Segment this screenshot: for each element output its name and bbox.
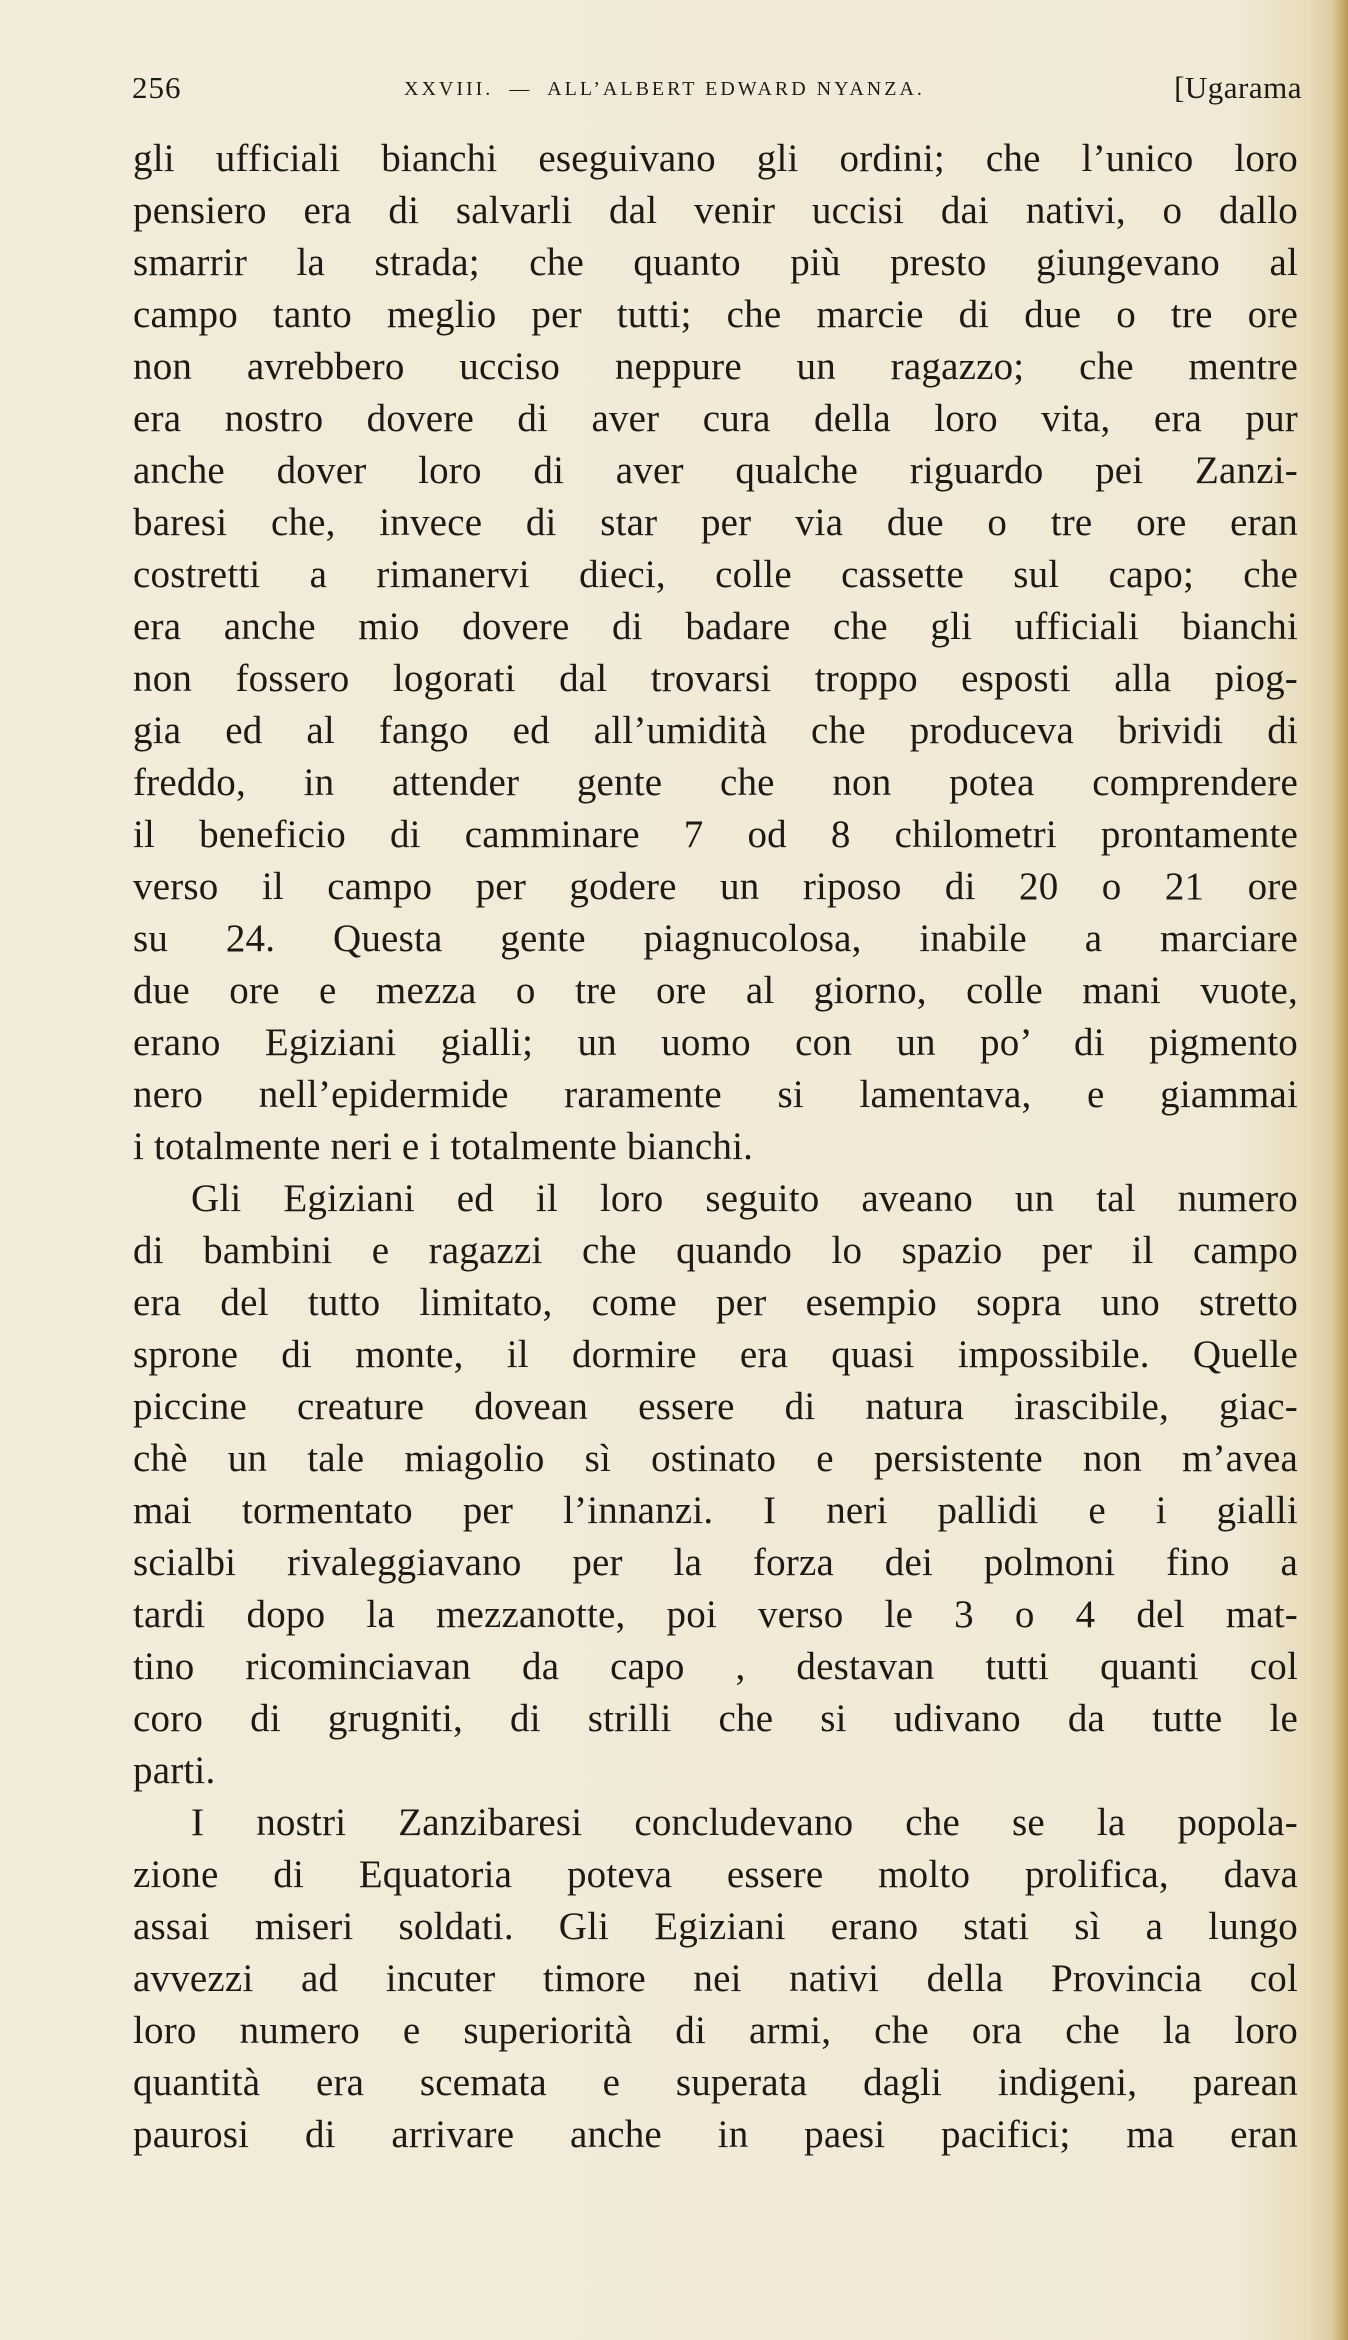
- text-line: di bambini e ragazzi che quando lo spazio per il campo: [133, 1229, 1298, 1272]
- text-line: campo tanto meglio per tutti; che marcie di due o tre ore: [133, 293, 1298, 336]
- text-line: zione di Equatoria poteva essere molto prolifica, dava: [133, 1853, 1298, 1896]
- text-line: anche dover loro di aver qualche riguardo pei Zanzi-: [133, 449, 1298, 492]
- text-line: loro numero e superiorità di armi, che ora che la loro: [133, 2009, 1298, 2052]
- text-line: pensiero era di salvarli dal venir uccisi dai nativi, o dallo: [133, 189, 1298, 232]
- text-line: non avrebbero ucciso neppure un ragazzo; che mentre: [133, 345, 1298, 388]
- text-line: non fossero logorati dal trovarsi troppo esposti alla piog-: [133, 657, 1298, 700]
- text-line: chè un tale miagolio sì ostinato e persistente non m’avea: [133, 1437, 1298, 1480]
- text-line: gli ufficiali bianchi eseguivano gli ordini; che l’unico loro: [133, 137, 1298, 180]
- section-marker: [Ugarama: [1174, 70, 1302, 105]
- text-line: quantità era scemata e superata dagli indigeni, parean: [133, 2061, 1298, 2104]
- text-line: su 24. Questa gente piagnucolosa, inabile a marciare: [133, 917, 1298, 960]
- text-line: gia ed al fango ed all’umidità che produceva brividi di: [133, 709, 1298, 752]
- text-line: scialbi rivaleggiavano per la forza dei polmoni fino a: [133, 1541, 1298, 1584]
- text-line: I nostri Zanzibaresi concludevano che se la popola-: [191, 1801, 1298, 1844]
- text-line: due ore e mezza o tre ore al giorno, colle mani vuote,: [133, 969, 1298, 1012]
- paragraph-1: [133, 133, 1298, 1173]
- running-title: XXVIII. — ALL’ALBERT EDWARD NYANZA.: [404, 78, 925, 100]
- text-line: coro di grugniti, di strilli che si udivano da tutte le: [133, 1697, 1298, 1740]
- text-line: paurosi di arrivare anche in paesi pacifici; ma eran: [133, 2113, 1298, 2156]
- page-header: [132, 70, 1302, 120]
- text-line: era anche mio dovere di badare che gli ufficiali bianchi: [133, 605, 1298, 648]
- text-line: costretti a rimanervi dieci, colle cassette sul capo; che: [133, 553, 1298, 596]
- text-line: parti.: [133, 1749, 216, 1792]
- page-edge-shadow: [1332, 0, 1348, 2340]
- text-line: mai tormentato per l’innanzi. I neri pallidi e i gialli: [133, 1489, 1298, 1532]
- text-line: nero nell’epidermide raramente si lamentava, e giammai: [133, 1073, 1298, 1116]
- page-number: 256: [132, 70, 182, 105]
- text-line: era del tutto limitato, come per esempio sopra uno stretto: [133, 1281, 1298, 1324]
- text-line: verso il campo per godere un riposo di 20 o 21 ore: [133, 865, 1298, 908]
- body-text: [133, 133, 1298, 2161]
- text-line: baresi che, invece di star per via due o tre ore eran: [133, 501, 1298, 544]
- text-line: tardi dopo la mezzanotte, poi verso le 3 o 4 del mat-: [133, 1593, 1298, 1636]
- text-line: il beneficio di camminare 7 od 8 chilometri prontamente: [133, 813, 1298, 856]
- paragraph-3: [133, 1797, 1298, 2161]
- text-line: i totalmente neri e i totalmente bianchi.: [133, 1125, 754, 1168]
- text-line: smarrir la strada; che quanto più presto giungevano al: [133, 241, 1298, 284]
- text-line: piccine creature dovean essere di natura irascibile, giac-: [133, 1385, 1298, 1428]
- text-line: tino ricominciavan da capo , destavan tutti quanti col: [133, 1645, 1298, 1688]
- text-line: erano Egiziani gialli; un uomo con un po’ di pigmento: [133, 1021, 1298, 1064]
- text-line: Gli Egiziani ed il loro seguito aveano un tal numero: [191, 1177, 1298, 1220]
- text-line: era nostro dovere di aver cura della loro vita, era pur: [133, 397, 1298, 440]
- text-line: freddo, in attender gente che non potea comprendere: [133, 761, 1298, 804]
- text-line: sprone di monte, il dormire era quasi impossibile. Quelle: [133, 1333, 1298, 1376]
- text-line: assai miseri soldati. Gli Egiziani erano stati sì a lungo: [133, 1905, 1298, 1948]
- paragraph-2: [133, 1173, 1298, 1797]
- text-line: avvezzi ad incuter timore nei nativi della Provincia col: [133, 1957, 1298, 2000]
